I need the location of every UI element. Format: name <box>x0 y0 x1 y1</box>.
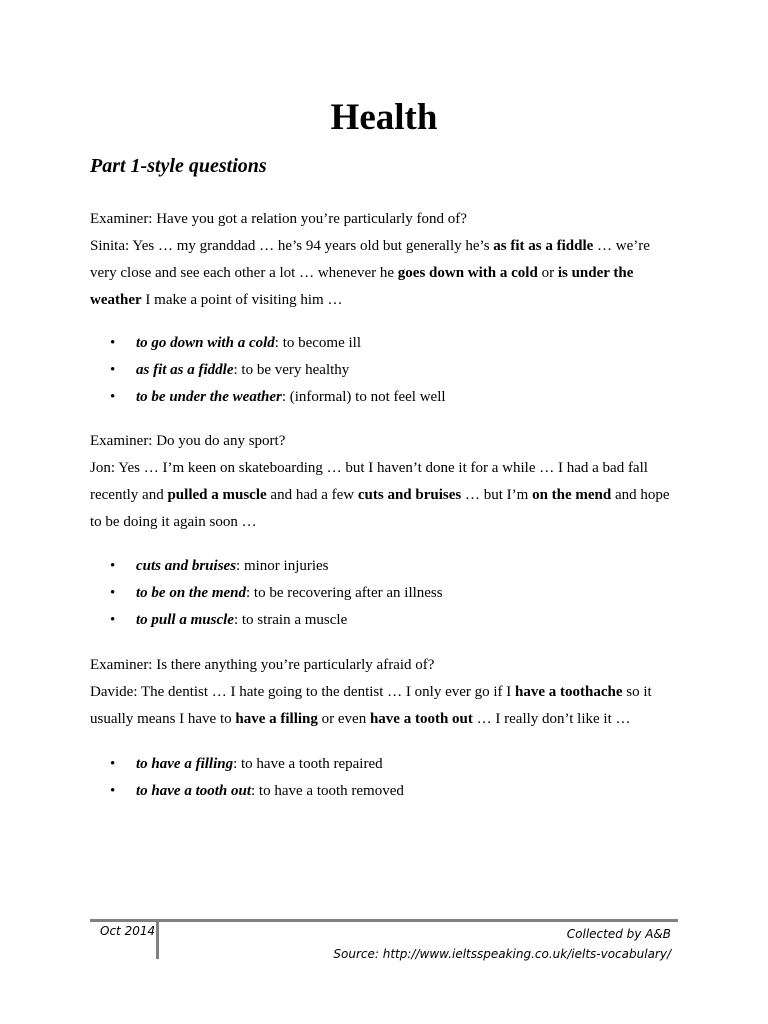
dialogue-block <box>90 652 680 733</box>
definition-text: : to have a tooth repaired <box>233 756 383 772</box>
answer-text: and had a few <box>266 487 358 503</box>
footer-date: Oct 2014 <box>100 924 156 938</box>
definition-item <box>110 357 676 384</box>
definition-item <box>110 580 676 607</box>
bullet-icon: • <box>110 558 116 574</box>
answer-text: I make a point of visiting him … <box>141 292 343 308</box>
answer-text: … I really don’t like it … <box>472 711 631 727</box>
definition-item <box>110 607 676 634</box>
definition-text: : to be very healthy <box>233 362 350 378</box>
bullet-icon: • <box>110 362 116 378</box>
definition-text: : to have a tooth removed <box>251 783 404 799</box>
bullet-icon: • <box>110 585 116 601</box>
footer-rule <box>90 919 678 922</box>
definition-list <box>110 751 676 805</box>
definition-item <box>110 778 676 805</box>
definition-list <box>110 330 676 411</box>
highlighted-phrase: have a toothache <box>515 684 623 700</box>
page-title: Health <box>330 97 438 138</box>
bullet-icon: • <box>110 612 116 628</box>
definition-term: as fit as a fiddle <box>136 362 234 378</box>
footer-source: Source: http://www.ieltsspeaking.co.uk/ielts-vocabulary/ <box>333 947 671 961</box>
definition-term: to be under the weather <box>136 389 282 405</box>
answer-text: so it usually means I have to <box>90 684 652 727</box>
answer-text: Jon: Yes … I’m keen on skateboarding … but I haven’t done it for a while … I had a bad fall recently and <box>90 460 648 503</box>
definition-term: cuts and bruises <box>136 558 237 574</box>
highlighted-phrase: pulled a muscle <box>167 487 267 503</box>
definition-term: to have a tooth out <box>136 783 252 799</box>
candidate-answer <box>90 455 680 536</box>
examiner-question: Examiner: Do you do any sport? <box>90 433 286 449</box>
candidate-answer <box>90 233 680 314</box>
definition-term: to pull a muscle <box>136 612 234 628</box>
footer-collected: Collected by A&B <box>566 927 671 941</box>
definition-term: to be on the mend <box>136 585 247 601</box>
answer-text: … we’re very close and see each other a lot … whenever he <box>90 238 650 281</box>
answer-text: or <box>537 265 558 281</box>
highlighted-phrase: have a filling <box>235 711 318 727</box>
highlighted-phrase: goes down with a cold <box>397 265 538 281</box>
definition-item <box>110 384 676 411</box>
highlighted-phrase: on the mend <box>532 487 612 503</box>
answer-text: Davide: The dentist … I hate going to the dentist … I only ever go if I <box>90 684 516 700</box>
definition-text: : to be recovering after an illness <box>246 585 443 601</box>
bullet-icon: • <box>110 335 116 351</box>
examiner-question: Examiner: Have you got a relation you’re particularly fond of? <box>90 211 467 227</box>
highlighted-phrase: as fit as a fiddle <box>493 238 594 254</box>
answer-text: or even <box>317 711 370 727</box>
definition-item <box>110 553 676 580</box>
dialogue-block <box>90 428 680 536</box>
section-subtitle: Part 1-style questions <box>90 155 267 177</box>
highlighted-phrase: have a tooth out <box>369 711 473 727</box>
definition-text: : to strain a muscle <box>233 612 348 628</box>
candidate-answer <box>90 679 680 733</box>
definition-text: : to become ill <box>274 335 362 351</box>
definition-list <box>110 553 676 634</box>
bullet-icon: • <box>110 389 116 405</box>
footer-divider <box>156 919 159 959</box>
bullet-icon: • <box>110 756 116 772</box>
highlighted-phrase: cuts and bruises <box>357 487 462 503</box>
definition-text: : minor injuries <box>236 558 329 574</box>
answer-text: … but I’m <box>461 487 533 503</box>
highlighted-phrase: is under the weather <box>90 265 634 308</box>
definition-term: to have a filling <box>136 756 234 772</box>
answer-text: Sinita: Yes … my granddad … he’s 94 years old but generally he’s <box>90 238 494 254</box>
definition-item <box>110 330 676 357</box>
definition-term: to go down with a cold <box>136 335 275 351</box>
examiner-question: Examiner: Is there anything you’re particularly afraid of? <box>90 657 435 673</box>
footer-credits <box>333 924 671 964</box>
dialogue-block <box>90 206 680 314</box>
definition-item <box>110 751 676 778</box>
definition-text: : (informal) to not feel well <box>281 389 446 405</box>
bullet-icon: • <box>110 783 116 799</box>
answer-text: and hope to be doing it again soon … <box>90 487 670 530</box>
